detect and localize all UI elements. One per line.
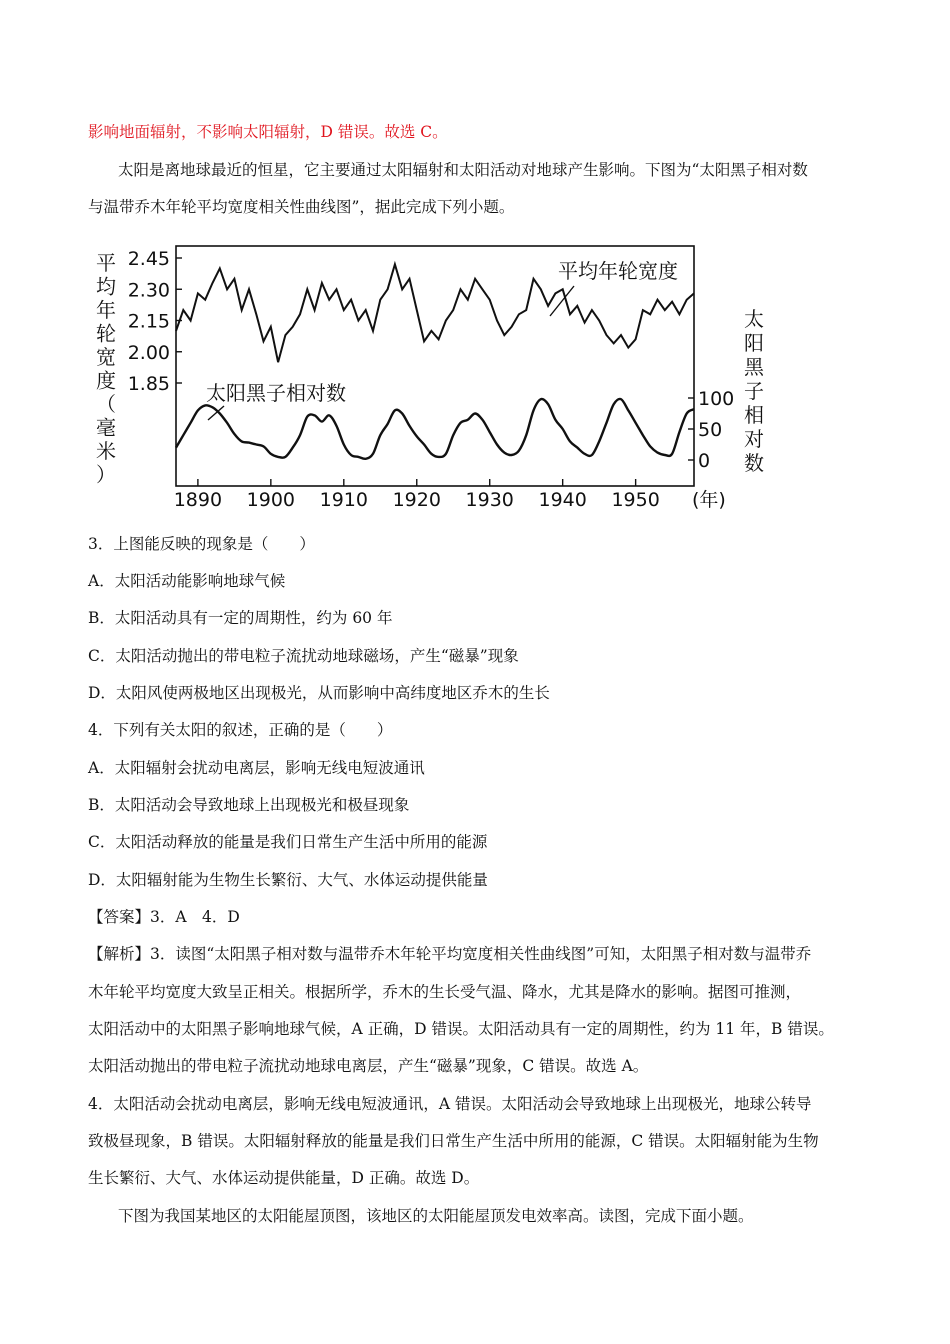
q3-option-a: A．太阳活动能影响地球气候 bbox=[88, 572, 286, 590]
answer-line: 【答案】3．A 4．D bbox=[88, 908, 240, 926]
left-axis-tick-label: 2.45 bbox=[127, 248, 170, 270]
q4-option-c: C．太阳活动释放的能量是我们日常生产生活中所用的能源 bbox=[88, 833, 488, 851]
right-axis-tick-label: 0 bbox=[698, 450, 711, 472]
left-axis-tick-label: 2.15 bbox=[127, 310, 170, 333]
question-4: 4．下列有关太阳的叙述，正确的是（ ） bbox=[88, 721, 393, 739]
explanation-line5: 4．太阳活动会扰动电离层，影响无线电短波通讯，A 错误。太阳活动会导致地球上出现极光，地球公转导 bbox=[88, 1095, 812, 1113]
left-axis-tick-label: 2.00 bbox=[127, 341, 170, 364]
series-label-sunspots: 太阳黑子相对数 bbox=[206, 381, 346, 405]
q3-option-c: C．太阳活动抛出的带电粒子流扰动地球磁场，产生“磁暴”现象 bbox=[88, 647, 519, 665]
q4-option-d: D．太阳辐射能为生物生长繁衍、大气、水体运动提供能量 bbox=[88, 871, 488, 889]
explanation-line3: 太阳活动中的太阳黑子影响地球气候，A 正确，D 错误。太阳活动具有一定的周期性，约为 11 年，B 错误。 bbox=[88, 1020, 834, 1038]
label-leader-sun bbox=[208, 406, 224, 420]
intro-paragraph-line1: 太阳是离地球最近的恒星，它主要通过太阳辐射和太阳活动对地球产生影响。下图为“太阳黑子相对数 bbox=[118, 161, 808, 179]
x-axis-tick-label: 1920 bbox=[392, 489, 441, 511]
q3-option-d: D．太阳风使两极地区出现极光，从而影响中高纬度地区乔木的生长 bbox=[88, 684, 550, 702]
q4-option-b: B．太阳活动会导致地球上出现极光和极昼现象 bbox=[88, 796, 410, 814]
q4-option-a: A．太阳辐射会扰动电离层，影响无线电短波通讯 bbox=[88, 759, 425, 777]
x-axis-tick-label: 1940 bbox=[538, 489, 587, 511]
explanation-line7: 生长繁衍、大气、水体运动提供能量，D 正确。故选 D。 bbox=[88, 1169, 480, 1187]
left-axis-tick-label: 2.30 bbox=[127, 279, 170, 302]
explanation-line4: 太阳活动抛出的带电粒子流扰动地球电离层，产生“磁暴”现象，C 错误。故选 A。 bbox=[88, 1057, 649, 1075]
series-label-ring-width: 平均年轮宽度 bbox=[558, 259, 678, 283]
series-line-sunspots bbox=[176, 399, 694, 459]
question-3: 3．上图能反映的现象是（ ） bbox=[88, 535, 315, 553]
prev-answer-tail: 影响地面辐射，不影响太阳辐射，D 错误。故选 C。 bbox=[88, 123, 448, 141]
left-axis-title: 平均年轮宽度（毫米） bbox=[96, 251, 116, 487]
explanation-line6: 致极昼现象，B 错误。太阳辐射释放的能量是我们日常生产生活中所用的能源，C 错误。太阳辐射能为生物 bbox=[88, 1132, 819, 1150]
x-axis-unit-label: (年) bbox=[692, 489, 726, 511]
x-axis-tick-label: 1900 bbox=[246, 489, 296, 511]
right-axis-tick-label: 100 bbox=[698, 388, 735, 410]
sunspot-tree-ring-chart bbox=[88, 238, 764, 518]
x-axis-tick-label: 1950 bbox=[611, 489, 660, 511]
right-axis-title: 太阳黑子相对数 bbox=[744, 307, 764, 475]
x-axis-tick-label: 1930 bbox=[465, 489, 514, 511]
right-axis-tick-label: 50 bbox=[698, 419, 723, 441]
x-axis-tick-label: 1910 bbox=[319, 489, 368, 511]
intro-paragraph-line2: 与温带乔木年轮平均宽度相关性曲线图”，据此完成下列小题。 bbox=[88, 198, 515, 216]
axis-ticks bbox=[176, 258, 694, 486]
explanation-line2: 木年轮平均宽度大致呈正相关。根据所学，乔木的生长受气温、降水，尤其是降水的影响。据图可推测， bbox=[88, 983, 802, 1001]
q3-option-b: B．太阳活动具有一定的周期性，约为 60 年 bbox=[88, 609, 393, 627]
axis-labels bbox=[96, 248, 765, 511]
next-question-intro: 下图为我国某地区的太阳能屋顶图，该地区的太阳能屋顶发电效率高。读图，完成下面小题。 bbox=[118, 1207, 754, 1225]
x-axis-tick-label: 1890 bbox=[173, 489, 223, 511]
explanation-line1: 【解析】3．读图“太阳黑子相对数与温带乔木年轮平均宽度相关性曲线图”可知，太阳黑子相对数与温带乔 bbox=[88, 945, 812, 963]
left-axis-tick-label: 1.85 bbox=[127, 373, 170, 395]
